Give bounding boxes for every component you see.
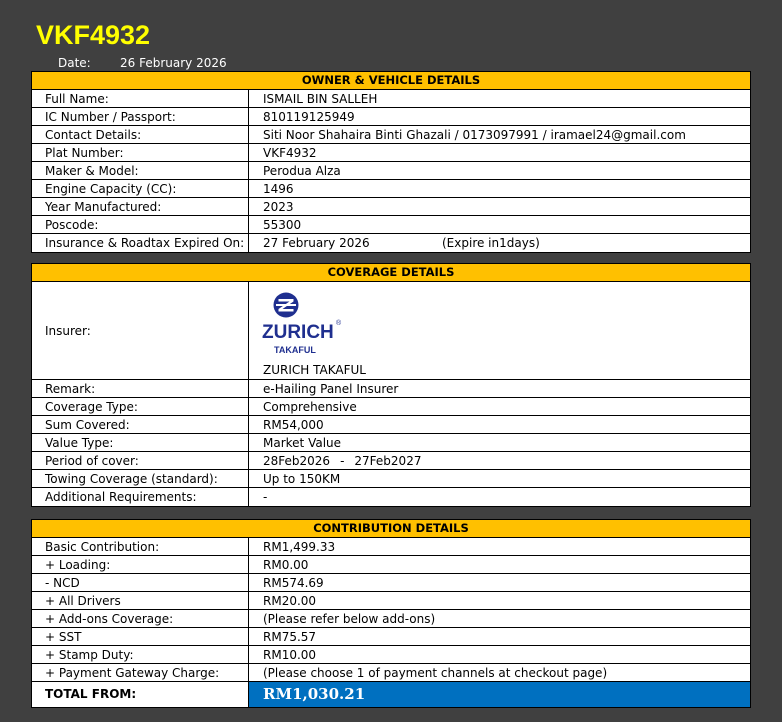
- row-label: - NCD: [32, 574, 249, 591]
- row-label: Engine Capacity (CC):: [32, 180, 249, 197]
- total-label: TOTAL FROM:: [32, 682, 249, 707]
- row-label: Basic Contribution:: [32, 538, 249, 555]
- coverage-row-towing: [32, 470, 750, 488]
- owner-row-maker: [32, 162, 750, 180]
- row-label: Towing Coverage (standard):: [32, 470, 249, 487]
- contribution-row-basic: [32, 538, 750, 556]
- row-label: Year Manufactured:: [32, 198, 249, 215]
- date-value: 26 February 2026: [120, 56, 227, 70]
- row-value: RM0.00: [263, 558, 309, 572]
- row-label: Poscode:: [32, 216, 249, 233]
- row-value: Siti Noor Shahaira Binti Ghazali / 0173097991 / iramael24@gmail.com: [263, 128, 686, 142]
- row-label: Contact Details:: [32, 126, 249, 143]
- row-value: (Please choose 1 of payment channels at checkout page): [263, 666, 608, 680]
- plate-number-title: VKF4932: [36, 20, 151, 50]
- owner-row-contact: [32, 126, 750, 144]
- row-value: e-Hailing Panel Insurer: [263, 382, 399, 396]
- row-label: Value Type:: [32, 434, 249, 451]
- row-value: -: [263, 490, 268, 504]
- owner-row-ic: [32, 108, 750, 126]
- row-value: Market Value: [263, 436, 342, 450]
- row-value: RM574.69: [263, 576, 324, 590]
- row-value: RM54,000: [263, 418, 324, 432]
- coverage-panel: [31, 263, 751, 507]
- row-value: RM1,499.33: [263, 540, 336, 554]
- coverage-row-insurer: [32, 282, 750, 380]
- row-label: Additional Requirements:: [32, 488, 249, 506]
- date-label: Date:: [58, 56, 91, 70]
- row-value: RM10.00: [263, 648, 317, 662]
- row-label: Sum Covered:: [32, 416, 249, 433]
- owner-row-year: [32, 198, 750, 216]
- row-label: Coverage Type:: [32, 398, 249, 415]
- logo-sub: TAKAFUL: [274, 345, 316, 355]
- row-label: + All Drivers: [32, 592, 249, 609]
- row-label: Insurer:: [32, 282, 249, 379]
- coverage-row-value-type: [32, 434, 750, 452]
- contribution-row-stamp-duty: [32, 646, 750, 664]
- row-value: RM20.00: [263, 594, 317, 608]
- row-label: + Stamp Duty:: [32, 646, 249, 663]
- row-label: Plat Number:: [32, 144, 249, 161]
- owner-row-plat: [32, 144, 750, 162]
- coverage-header: COVERAGE DETAILS: [32, 264, 750, 282]
- row-label: Remark:: [32, 380, 249, 397]
- row-value: Comprehensive: [263, 400, 357, 414]
- row-value: [249, 234, 750, 252]
- contribution-row-gateway: [32, 664, 750, 682]
- row-label: + SST: [32, 628, 249, 645]
- owner-vehicle-header: OWNER & VEHICLE DETAILS: [32, 72, 750, 90]
- period-end: 27Feb2027: [354, 454, 422, 468]
- expiry-date: 27 February 2026: [263, 236, 370, 250]
- row-value: 55300: [263, 218, 302, 232]
- row-label: + Payment Gateway Charge:: [32, 664, 249, 681]
- expire-note: (Expire in1days): [442, 236, 540, 250]
- owner-row-full-name: [32, 90, 750, 108]
- coverage-row-type: [32, 398, 750, 416]
- logo-text: ZURICH: [262, 322, 334, 343]
- contribution-row-sst: [32, 628, 750, 646]
- contribution-header: CONTRIBUTION DETAILS: [32, 520, 750, 538]
- contribution-panel: [31, 519, 751, 708]
- row-value: VKF4932: [263, 146, 317, 160]
- row-label: + Add-ons Coverage:: [32, 610, 249, 627]
- period-separator: -: [340, 454, 345, 468]
- coverage-row-sum: [32, 416, 750, 434]
- owner-vehicle-panel: [31, 71, 751, 253]
- row-value: [249, 452, 750, 469]
- zurich-logo-icon: [261, 292, 351, 358]
- row-value: ISMAIL BIN SALLEH: [263, 92, 378, 106]
- row-value: 2023: [263, 200, 294, 214]
- row-label: IC Number / Passport:: [32, 108, 249, 125]
- contribution-row-ncd: [32, 574, 750, 592]
- period-start: 28Feb2026: [263, 454, 331, 468]
- row-label: Period of cover:: [32, 452, 249, 469]
- row-label: Full Name:: [32, 90, 249, 107]
- row-label: + Loading:: [32, 556, 249, 573]
- row-value: Perodua Alza: [263, 164, 341, 178]
- owner-row-expiry: [32, 234, 750, 252]
- owner-row-poscode: [32, 216, 750, 234]
- coverage-row-additional: [32, 488, 750, 506]
- contribution-row-addons: [32, 610, 750, 628]
- row-label: Insurance & Roadtax Expired On:: [32, 234, 249, 252]
- row-value: 1496: [263, 182, 294, 196]
- insurer-name: ZURICH TAKAFUL: [263, 363, 366, 377]
- row-value: (Please refer below add-ons): [263, 612, 436, 626]
- contribution-row-total: [32, 682, 750, 707]
- contribution-row-all-drivers: [32, 592, 750, 610]
- row-label: Maker & Model:: [32, 162, 249, 179]
- row-value: RM75.57: [263, 630, 317, 644]
- row-value: [249, 282, 750, 379]
- coverage-row-period: [32, 452, 750, 470]
- row-value: Up to 150KM: [263, 472, 341, 486]
- owner-row-engine: [32, 180, 750, 198]
- contribution-row-loading: [32, 556, 750, 574]
- logo-reg: ®: [336, 320, 342, 327]
- total-value: RM1,030.21: [249, 682, 750, 707]
- row-value: 810119125949: [263, 110, 355, 124]
- coverage-row-remark: [32, 380, 750, 398]
